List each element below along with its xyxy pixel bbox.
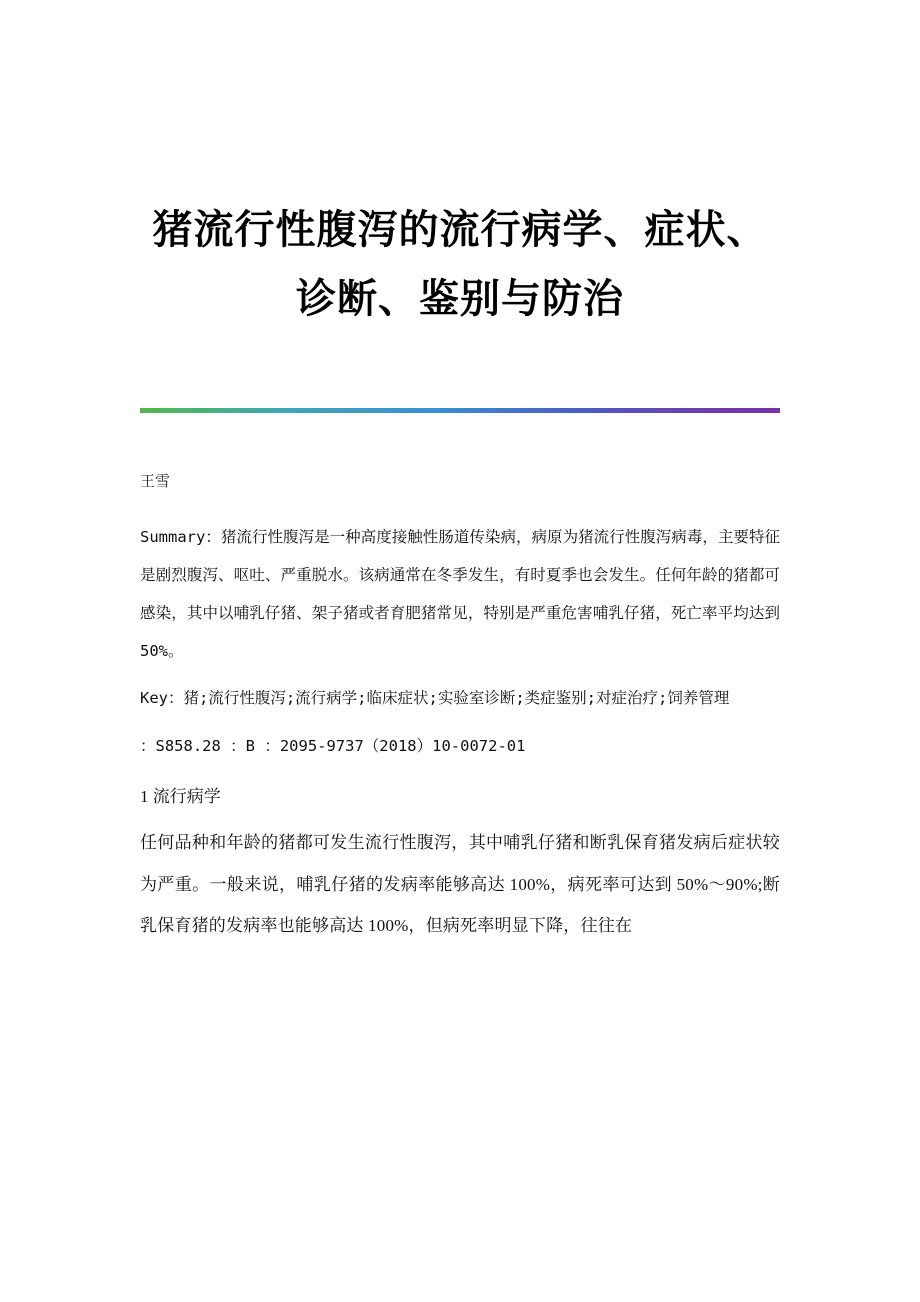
- gradient-divider: [140, 408, 780, 413]
- classification-line: ：S858.28 ：B ：2095-9737（2018）10-0072-01: [140, 737, 526, 756]
- section-body-1: 任何品种和年龄的猪都可发生流行性腹泻，其中哺乳仔猪和断乳保育猪发病后症状较为严重。一般来说，哺乳仔猪的发病率能够高达 100%，病死率可达到 50%～90%;断乳保育猪的发病率也能够高达 100%，但病死率明显下降，往往在: [140, 833, 780, 936]
- author-name: 王雪: [140, 471, 171, 490]
- document-body: [0, 469, 920, 947]
- summary-paragraph: Summary：猪流行性腹泻是一种高度接触性肠道传染病，病原为猪流行性腹泻病毒，主要特征是剧烈腹泻、呕吐、严重脱水。该病通常在冬季发生，有时夏季也会发生。任何年龄的猪都可感染，其中以哺乳仔猪、架子猪或者育肥猪常见，特别是严重危害哺乳仔猪，死亡率平均达到 50%。: [140, 527, 780, 660]
- section-heading-1: 1 流行病学: [140, 787, 221, 807]
- keywords-paragraph: Key：猪;流行性腹泻;流行病学;临床症状;实验室诊断;类症鉴别;对症治疗;饲养管理: [140, 689, 730, 708]
- page-title: 猪流行性腹泻的流行病学、症状、诊断、鉴别与防治: [152, 207, 768, 321]
